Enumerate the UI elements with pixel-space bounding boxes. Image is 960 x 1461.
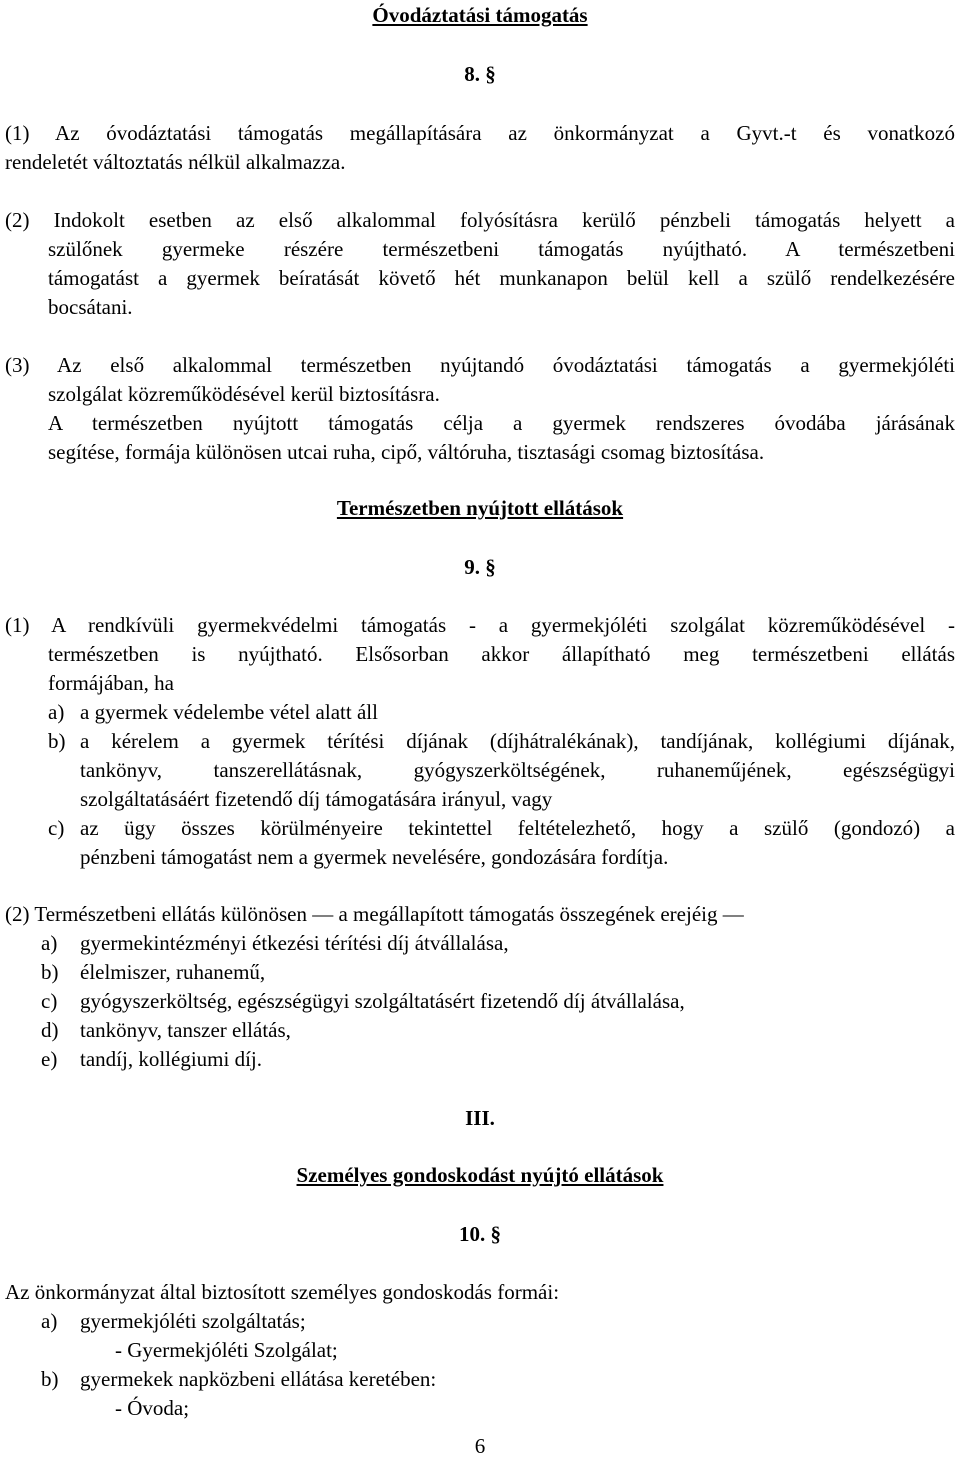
list-item-text: gyógyszerköltség, egészségügyi szolgáltatásért fizetendő díj átvállalása, <box>80 989 685 1013</box>
paragraph-8-3 <box>5 351 955 380</box>
paragraph-number-9: 9. § <box>464 555 496 579</box>
paragraph-line: A természetben nyújtott támogatás célja a gyermek rendszeres óvodába járásának <box>48 411 955 435</box>
list-item-text: tankönyv, tanszer ellátás, <box>80 1018 291 1042</box>
paragraph-line: (2) Indokolt esetben az első alkalommal folyósításra kerülő pénzbeli támogatás helyett a <box>5 208 955 232</box>
list-item-a <box>80 698 955 727</box>
list-item-label: e) <box>41 1047 58 1071</box>
list-item-label: c) <box>41 989 58 1013</box>
list-item-b-cont <box>80 756 955 814</box>
list-item-label: d) <box>41 1018 59 1042</box>
paragraph-line: rendeletét változtatás nélkül alkalmazza. <box>5 150 346 174</box>
list-item-text: tankönyv, tanszerellátásnak, gyógyszerköltségének, ruhaneműjének, egészségügyi <box>80 758 955 782</box>
list-item-text: élelmiszer, ruhanemű, <box>80 960 266 984</box>
list-item-label: a) <box>48 700 65 724</box>
paragraph-9-2-intro: (2) Természetbeni ellátás különösen — a megállapított támogatás összegének erejéig — <box>5 902 744 926</box>
section-title-szemelyes: Személyes gondoskodást nyújtó ellátások <box>296 1163 664 1187</box>
paragraph-8-2 <box>5 206 955 235</box>
paragraph-line: formájában, ha <box>48 671 174 695</box>
paragraph-line: bocsátani. <box>48 295 133 319</box>
paragraph-line: szolgálat közreműködésével kerül biztosításra. <box>48 382 440 406</box>
paragraph-number-10: 10. § <box>459 1222 501 1246</box>
paragraph-line: szülőnek gyermeke részére természetbeni támogatás nyújtható. A természetbeni <box>48 237 955 261</box>
paragraph-10-intro: Az önkormányzat által biztosított személyes gondoskodás formái: <box>5 1280 560 1304</box>
list-item-label: b) <box>41 1367 59 1391</box>
list-subitem-text: - Gyermekjóléti Szolgálat; <box>115 1338 338 1362</box>
list-item-text: a kérelem a gyermek térítési díjának (díjhátralékának), tandíjának, kollégiumi díjának, <box>80 729 955 753</box>
paragraph-8-1 <box>5 119 955 177</box>
list-item-label: b) <box>48 729 66 753</box>
list-item-text: tandíj, kollégiumi díj. <box>80 1047 262 1071</box>
paragraph-9-1-cont <box>48 640 955 698</box>
list-item-text: szolgáltatásáért fizetendő díj támogatására irányul, vagy <box>80 787 553 811</box>
list-item-text: gyermekintézményi étkezési térítési díj átvállalása, <box>80 931 509 955</box>
list-item-b <box>80 727 955 756</box>
list-item-label: c) <box>48 816 65 840</box>
paragraph-line: (3) Az első alkalommal természetben nyújtandó óvodáztatási támogatás a gyermekjóléti <box>5 353 955 377</box>
paragraph-8-3-cont <box>48 380 955 467</box>
part-number: III. <box>465 1106 495 1130</box>
list-item-text: az ügy összes körülményeire tekintettel feltételezhető, hogy a szülő (gondozó) a <box>80 816 955 840</box>
section-title-ovodaztatasi: Óvodáztatási támogatás <box>372 3 588 27</box>
list-subitem-text: - Óvoda; <box>115 1396 190 1420</box>
list-item-label: b) <box>41 960 59 984</box>
list-item-text: pénzbeni támogatást nem a gyermek nevelésére, gondozására fordítja. <box>80 845 669 869</box>
paragraph-8-2-cont <box>48 235 955 322</box>
paragraph-line: (1) Az óvodáztatási támogatás megállapítására az önkormányzat a Gyvt.-t és vonatkozó <box>5 121 955 145</box>
list-item-text: gyermekek napközbeni ellátása keretében: <box>80 1367 437 1391</box>
section-title-termeszetben: Természetben nyújtott ellátások <box>336 496 624 520</box>
page-number: 6 <box>474 1434 486 1458</box>
list-item-text: gyermekjóléti szolgáltatás; <box>80 1309 306 1333</box>
list-item-c <box>80 814 955 872</box>
list-item-label: a) <box>41 1309 58 1333</box>
paragraph-line: segítése, formája különösen utcai ruha, cipő, váltóruha, tisztasági csomag biztosítása. <box>48 440 765 464</box>
paragraph-line: (1) A rendkívüli gyermekvédelmi támogatás - a gyermekjóléti szolgálat közreműködésével - <box>5 613 955 637</box>
paragraph-number-8: 8. § <box>464 62 496 86</box>
list-item-text: a gyermek védelembe vétel alatt áll <box>80 700 378 724</box>
paragraph-line: támogatást a gyermek beíratását követő hét munkanapon belül kell a szülő rendelkezésére <box>48 266 955 290</box>
paragraph-9-1 <box>5 611 955 640</box>
paragraph-line: természetben is nyújtható. Elsősorban akkor állapítható meg természetbeni ellátás <box>48 642 955 666</box>
list-item-label: a) <box>41 931 58 955</box>
